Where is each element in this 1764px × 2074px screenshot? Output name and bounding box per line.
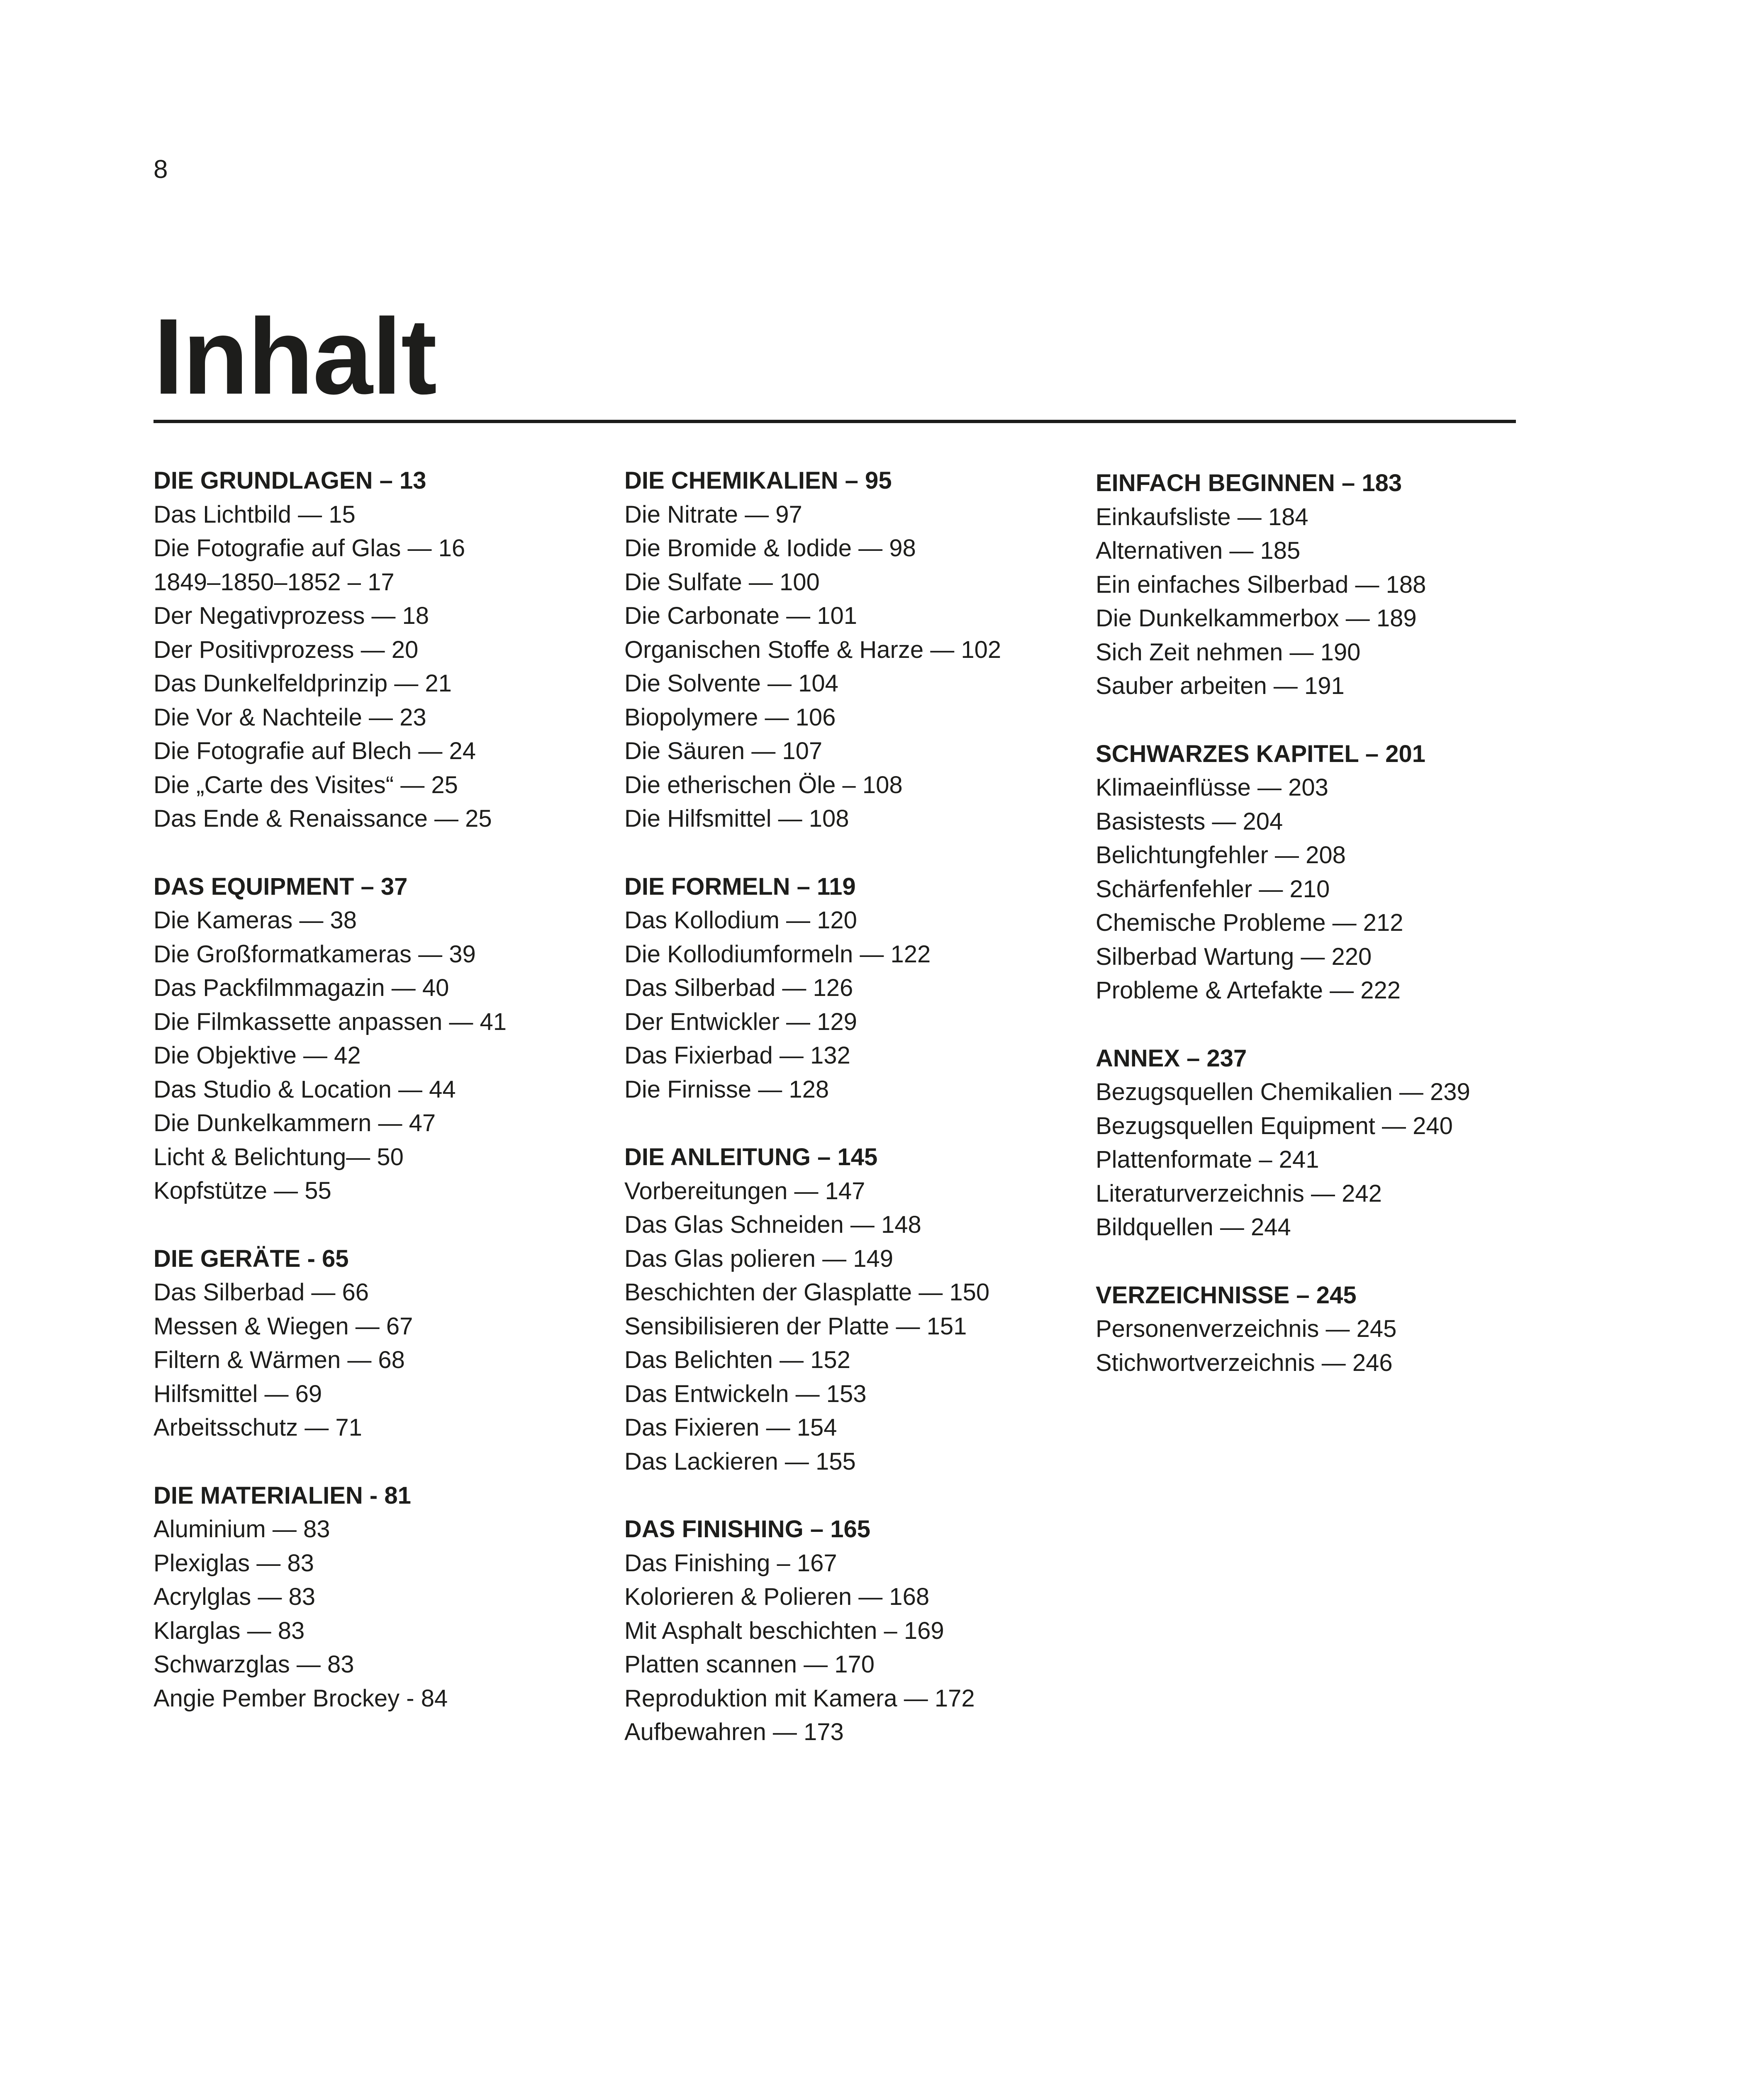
toc-entry: Licht & Belichtung— 50	[153, 1143, 404, 1171]
toc-section-heading: DIE ANLEITUNG – 145	[624, 1144, 878, 1171]
toc-entry: Die Sulfate — 100	[624, 568, 820, 596]
toc-section-heading: DIE GRUNDLAGEN – 13	[153, 467, 426, 494]
toc-section-heading: DIE MATERIALIEN - 81	[153, 1482, 411, 1509]
toc-entry: Die Hilfsmittel — 108	[624, 805, 849, 832]
toc-entry: Biopolymere — 106	[624, 704, 836, 731]
toc-entry: Die Bromide & Iodide — 98	[624, 535, 916, 562]
toc-entry: Stichwortverzeichnis — 246	[1096, 1349, 1393, 1376]
toc-column-3	[1096, 466, 1552, 1414]
toc-entry: Vorbereitungen — 147	[624, 1177, 865, 1205]
toc-entry: Plexiglas — 83	[153, 1549, 314, 1577]
toc-section-heading: ANNEX – 237	[1096, 1044, 1247, 1072]
toc-entry: Bezugsquellen Equipment — 240	[1096, 1112, 1453, 1139]
toc-section	[624, 464, 1072, 836]
toc-entry: Basistests — 204	[1096, 808, 1283, 835]
toc-entry: Die Firnisse — 128	[624, 1076, 829, 1103]
toc-section-heading: EINFACH BEGINNEN – 183	[1096, 470, 1402, 497]
toc-entry: Aluminium — 83	[153, 1516, 330, 1543]
toc-entry: Die Fotografie auf Blech — 24	[153, 738, 476, 764]
toc-entry: Chemische Probleme — 212	[1096, 909, 1403, 936]
toc-entry: Das Silberbad — 66	[153, 1279, 369, 1306]
toc-entry: Beschichten der Glasplatte — 150	[624, 1279, 990, 1306]
toc-entry: Das Silberbad — 126	[624, 974, 853, 1001]
toc-entry: Die Dunkelkammern — 47	[153, 1110, 436, 1137]
toc-entry: Alternativen — 185	[1096, 537, 1301, 564]
toc-section	[1096, 466, 1552, 703]
toc-section	[153, 1242, 602, 1445]
page-title: Inhalt	[153, 297, 436, 417]
toc-entry: Das Kollodium — 120	[624, 907, 857, 934]
title-divider	[153, 420, 1516, 423]
toc-entry: Kolorieren & Polieren — 168	[624, 1583, 930, 1610]
toc-entry: Die etherischen Öle – 108	[624, 771, 903, 798]
toc-entry: Das Finishing – 167	[624, 1549, 837, 1577]
toc-section	[1096, 1278, 1552, 1380]
toc-entry: Das Entwickeln — 153	[624, 1380, 867, 1407]
toc-entry: Die Carbonate — 101	[624, 602, 857, 629]
toc-section-heading: DIE GERÄTE - 65	[153, 1245, 349, 1272]
toc-section	[1096, 1042, 1552, 1244]
toc-entry: Das Lichtbild — 15	[153, 501, 356, 528]
toc-section	[624, 870, 1072, 1107]
toc-entry: Ein einfaches Silberbad — 188	[1096, 571, 1426, 598]
toc-entry: Die Filmkassette anpassen — 41	[153, 1008, 507, 1035]
toc-entry: Die Kameras — 38	[153, 907, 357, 934]
toc-entry: Die Objektive — 42	[153, 1042, 361, 1069]
toc-entry: Das Fixierbad — 132	[624, 1042, 850, 1069]
toc-entry: Platten scannen — 170	[624, 1651, 875, 1678]
toc-entry: Das Studio & Location — 44	[153, 1076, 456, 1103]
toc-entry: Bezugsquellen Chemikalien — 239	[1096, 1078, 1470, 1105]
toc-entry: Kopfstütze — 55	[153, 1177, 331, 1204]
toc-section-heading: VERZEICHNISSE – 245	[1096, 1281, 1357, 1309]
toc-entry: Probleme & Artefakte — 222	[1096, 977, 1401, 1004]
toc-entry: Bildquellen — 244	[1096, 1214, 1291, 1241]
toc-entry: Die Nitrate — 97	[624, 501, 802, 528]
toc-entry: 1849–1850–1852 – 17	[153, 568, 395, 596]
toc-entry: Organischen Stoffe & Harze — 102	[624, 636, 1001, 663]
toc-entry: Die Solvente — 104	[624, 670, 838, 697]
toc-section	[1096, 737, 1552, 1008]
toc-entry: Einkaufsliste — 184	[1096, 503, 1308, 531]
toc-section	[624, 1512, 1072, 1749]
toc-section-heading: DIE CHEMIKALIEN – 95	[624, 467, 892, 494]
toc-section	[624, 1140, 1072, 1478]
toc-entry: Das Fixieren — 154	[624, 1414, 837, 1441]
toc-entry: Messen & Wiegen — 67	[153, 1312, 413, 1340]
toc-entry: Die Großformatkameras — 39	[153, 940, 476, 968]
toc-entry: Sich Zeit nehmen — 190	[1096, 638, 1361, 666]
toc-entry: Schärfenfehler — 210	[1096, 875, 1330, 903]
toc-entry: Der Positivprozess — 20	[153, 636, 419, 663]
toc-entry: Aufbewahren — 173	[624, 1719, 844, 1745]
toc-entry: Plattenformate – 241	[1096, 1146, 1319, 1173]
toc-entry: Die Dunkelkammerbox — 189	[1096, 605, 1417, 632]
toc-entry: Schwarzglas — 83	[153, 1651, 354, 1678]
toc-entry: Sauber arbeiten — 191	[1096, 672, 1345, 699]
toc-section	[153, 1479, 602, 1716]
toc-entry: Das Belichten — 152	[624, 1346, 850, 1373]
toc-section-heading: DAS EQUIPMENT – 37	[153, 873, 408, 900]
toc-column-2	[624, 464, 1072, 1783]
toc-entry: Reproduktion mit Kamera — 172	[624, 1685, 975, 1712]
toc-entry: Die Säuren — 107	[624, 738, 823, 764]
toc-entry: Sensibilisieren der Platte — 151	[624, 1312, 967, 1340]
toc-section	[153, 464, 602, 836]
toc-entry: Silberbad Wartung — 220	[1096, 943, 1372, 970]
toc-entry: Der Entwickler — 129	[624, 1008, 857, 1035]
toc-entry: Die „Carte des Visites“ — 25	[153, 771, 458, 798]
toc-entry: Das Packfilmmagazin — 40	[153, 974, 449, 1001]
toc-section-heading: DIE FORMELN – 119	[624, 873, 856, 900]
toc-entry: Personenverzeichnis — 245	[1096, 1315, 1397, 1342]
toc-entry: Hilfsmittel — 69	[153, 1380, 322, 1407]
toc-entry: Der Negativprozess — 18	[153, 602, 429, 629]
toc-entry: Das Ende & Renaissance — 25	[153, 805, 492, 832]
toc-entry: Die Fotografie auf Glas — 16	[153, 535, 465, 562]
toc-entry: Filtern & Wärmen — 68	[153, 1346, 405, 1373]
toc-section-heading: SCHWARZES KAPITEL – 201	[1096, 740, 1426, 767]
toc-entry: Arbeitsschutz — 71	[153, 1414, 362, 1441]
toc-entry: Die Kollodiumformeln — 122	[624, 940, 931, 968]
toc-section	[153, 870, 602, 1208]
toc-entry: Acrylglas — 83	[153, 1583, 316, 1610]
page-number: 8	[153, 155, 168, 184]
toc-entry: Literaturverzeichnis — 242	[1096, 1180, 1382, 1207]
toc-entry: Klarglas — 83	[153, 1617, 305, 1644]
toc-entry: Mit Asphalt beschichten – 169	[624, 1617, 944, 1644]
toc-entry: Belichtungfehler — 208	[1096, 842, 1346, 869]
toc-column-1	[153, 464, 602, 1749]
toc-entry: Klimaeinflüsse — 203	[1096, 774, 1328, 801]
toc-entry: Das Glas polieren — 149	[624, 1245, 893, 1272]
toc-entry: Das Glas Schneiden — 148	[624, 1211, 921, 1238]
toc-entry: Angie Pember Brockey - 84	[153, 1685, 448, 1712]
toc-section-heading: DAS FINISHING – 165	[624, 1516, 871, 1543]
toc-entry: Die Vor & Nachteile — 23	[153, 704, 426, 731]
toc-entry: Das Lackieren — 155	[624, 1448, 856, 1475]
toc-entry: Das Dunkelfeldprinzip — 21	[153, 670, 452, 697]
